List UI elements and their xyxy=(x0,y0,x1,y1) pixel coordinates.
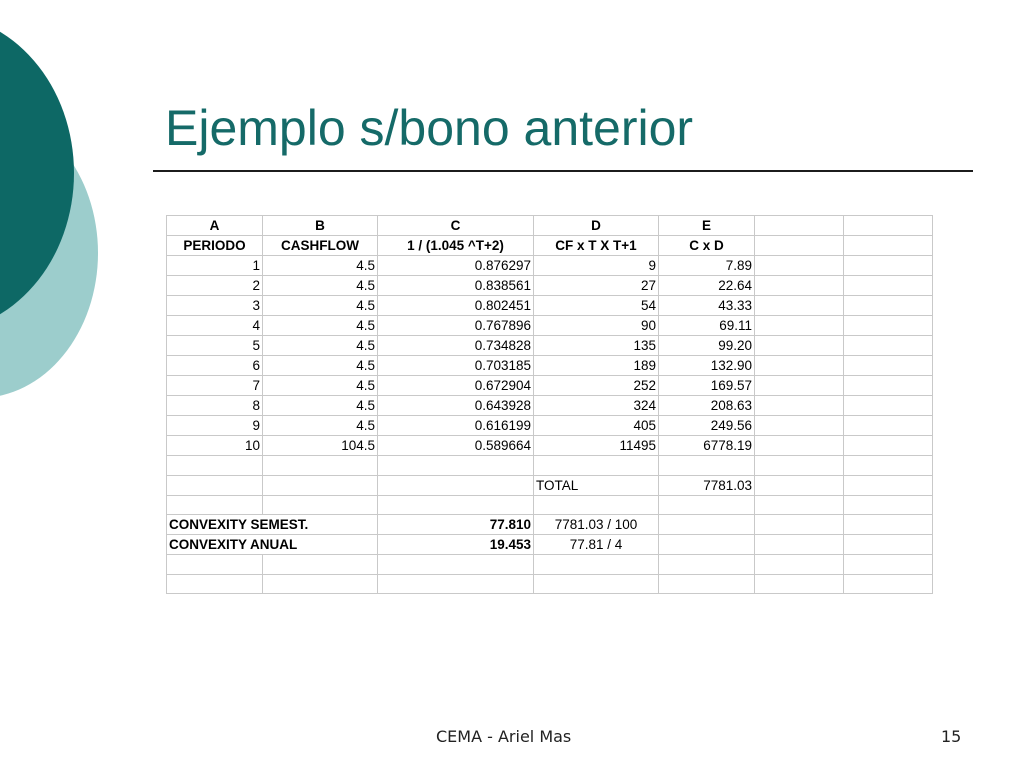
cashflow-cell: 4.5 xyxy=(263,396,378,416)
empty-cell xyxy=(844,276,933,296)
cf-t-product-cell: 11495 xyxy=(534,436,659,456)
cashflow-cell: 4.5 xyxy=(263,296,378,316)
cf-t-product-cell: 189 xyxy=(534,356,659,376)
c-x-d-cell: 22.64 xyxy=(659,276,755,296)
cf-t-product-cell: 324 xyxy=(534,396,659,416)
c-x-d-cell: 7.89 xyxy=(659,256,755,276)
cf-t-product-cell: 135 xyxy=(534,336,659,356)
empty-cell xyxy=(755,396,844,416)
cf-t-product-cell: 90 xyxy=(534,316,659,336)
cashflow-cell: 4.5 xyxy=(263,336,378,356)
empty-cell xyxy=(755,356,844,376)
column-header: PERIODO xyxy=(167,236,263,256)
total-label: TOTAL xyxy=(534,475,659,495)
convexity-anual-value: 19.453 xyxy=(378,535,534,555)
slide-footer: CEMA - Ariel Mas xyxy=(436,727,572,746)
table-row xyxy=(167,416,933,436)
convexity-anual-row xyxy=(167,535,933,555)
column-header: CF x T X T+1 xyxy=(534,236,659,256)
table-row xyxy=(167,336,933,356)
column-letter: C xyxy=(378,216,534,236)
column-header: 1 / (1.045 ^T+2) xyxy=(378,236,534,256)
empty-row xyxy=(167,555,933,575)
cashflow-cell: 4.5 xyxy=(263,316,378,336)
discount-factor-cell: 0.672904 xyxy=(378,376,534,396)
empty-cell xyxy=(844,436,933,456)
table-row xyxy=(167,276,933,296)
cf-t-product-cell: 252 xyxy=(534,376,659,396)
column-header-row xyxy=(167,236,933,256)
empty-cell xyxy=(844,256,933,276)
empty-cell xyxy=(844,416,933,436)
title-underline xyxy=(153,170,973,172)
periodo-cell: 9 xyxy=(167,416,263,436)
cashflow-cell: 4.5 xyxy=(263,416,378,436)
periodo-cell: 3 xyxy=(167,296,263,316)
cashflow-cell: 4.5 xyxy=(263,376,378,396)
convexity-anual-formula: 77.81 / 4 xyxy=(534,535,659,555)
cf-t-product-cell: 405 xyxy=(534,416,659,436)
periodo-cell: 2 xyxy=(167,276,263,296)
empty-row xyxy=(167,495,933,515)
periodo-cell: 7 xyxy=(167,376,263,396)
empty-cell xyxy=(755,296,844,316)
discount-factor-cell: 0.767896 xyxy=(378,316,534,336)
discount-factor-cell: 0.703185 xyxy=(378,356,534,376)
periodo-cell: 8 xyxy=(167,396,263,416)
column-letter: E xyxy=(659,216,755,236)
empty-cell xyxy=(844,396,933,416)
empty-row xyxy=(167,574,933,594)
column-letter: B xyxy=(263,216,378,236)
slide-number: 15 xyxy=(941,727,962,746)
convexity-anual-label: CONVEXITY ANUAL xyxy=(167,535,378,555)
discount-factor-cell: 0.589664 xyxy=(378,436,534,456)
empty-cell xyxy=(844,296,933,316)
cashflow-cell: 104.5 xyxy=(263,436,378,456)
table-row xyxy=(167,296,933,316)
convexity-semest-formula: 7781.03 / 100 xyxy=(534,515,659,535)
cashflow-cell: 4.5 xyxy=(263,276,378,296)
convexity-semest-row xyxy=(167,515,933,535)
empty-cell xyxy=(844,316,933,336)
empty-cell xyxy=(844,236,933,256)
c-x-d-cell: 249.56 xyxy=(659,416,755,436)
c-x-d-cell: 6778.19 xyxy=(659,436,755,456)
cashflow-cell: 4.5 xyxy=(263,256,378,276)
decorative-circles xyxy=(0,0,110,420)
column-letter: D xyxy=(534,216,659,236)
discount-factor-cell: 0.802451 xyxy=(378,296,534,316)
table-row xyxy=(167,436,933,456)
c-x-d-cell: 169.57 xyxy=(659,376,755,396)
discount-factor-cell: 0.876297 xyxy=(378,256,534,276)
empty-cell xyxy=(755,256,844,276)
empty-cell xyxy=(755,436,844,456)
column-header: C x D xyxy=(659,236,755,256)
discount-factor-cell: 0.616199 xyxy=(378,416,534,436)
slide-title: Ejemplo s/bono anterior xyxy=(165,100,694,156)
empty-cell xyxy=(755,336,844,356)
empty-cell xyxy=(844,376,933,396)
cf-t-product-cell: 9 xyxy=(534,256,659,276)
periodo-cell: 6 xyxy=(167,356,263,376)
periodo-cell: 4 xyxy=(167,316,263,336)
convexity-semest-value: 77.810 xyxy=(378,515,534,535)
total-value: 7781.03 xyxy=(659,475,755,495)
table-row xyxy=(167,396,933,416)
column-header: CASHFLOW xyxy=(263,236,378,256)
convexity-semest-label: CONVEXITY SEMEST. xyxy=(167,515,378,535)
table-row xyxy=(167,356,933,376)
cf-t-product-cell: 27 xyxy=(534,276,659,296)
table-row xyxy=(167,376,933,396)
empty-cell xyxy=(755,416,844,436)
empty-cell xyxy=(844,336,933,356)
total-row xyxy=(167,475,933,495)
spreadsheet-table xyxy=(166,215,933,594)
periodo-cell: 10 xyxy=(167,436,263,456)
table-row xyxy=(167,256,933,276)
empty-cell xyxy=(755,236,844,256)
c-x-d-cell: 43.33 xyxy=(659,296,755,316)
column-letter-row xyxy=(167,216,933,236)
periodo-cell: 5 xyxy=(167,336,263,356)
empty-cell xyxy=(755,276,844,296)
empty-cell xyxy=(844,216,933,236)
discount-factor-cell: 0.643928 xyxy=(378,396,534,416)
c-x-d-cell: 69.11 xyxy=(659,316,755,336)
discount-factor-cell: 0.734828 xyxy=(378,336,534,356)
empty-cell xyxy=(755,376,844,396)
empty-cell xyxy=(755,316,844,336)
cashflow-cell: 4.5 xyxy=(263,356,378,376)
empty-cell xyxy=(844,356,933,376)
empty-cell xyxy=(755,216,844,236)
c-x-d-cell: 99.20 xyxy=(659,336,755,356)
periodo-cell: 1 xyxy=(167,256,263,276)
c-x-d-cell: 132.90 xyxy=(659,356,755,376)
discount-factor-cell: 0.838561 xyxy=(378,276,534,296)
column-letter: A xyxy=(167,216,263,236)
empty-row xyxy=(167,456,933,476)
c-x-d-cell: 208.63 xyxy=(659,396,755,416)
table-row xyxy=(167,316,933,336)
cf-t-product-cell: 54 xyxy=(534,296,659,316)
